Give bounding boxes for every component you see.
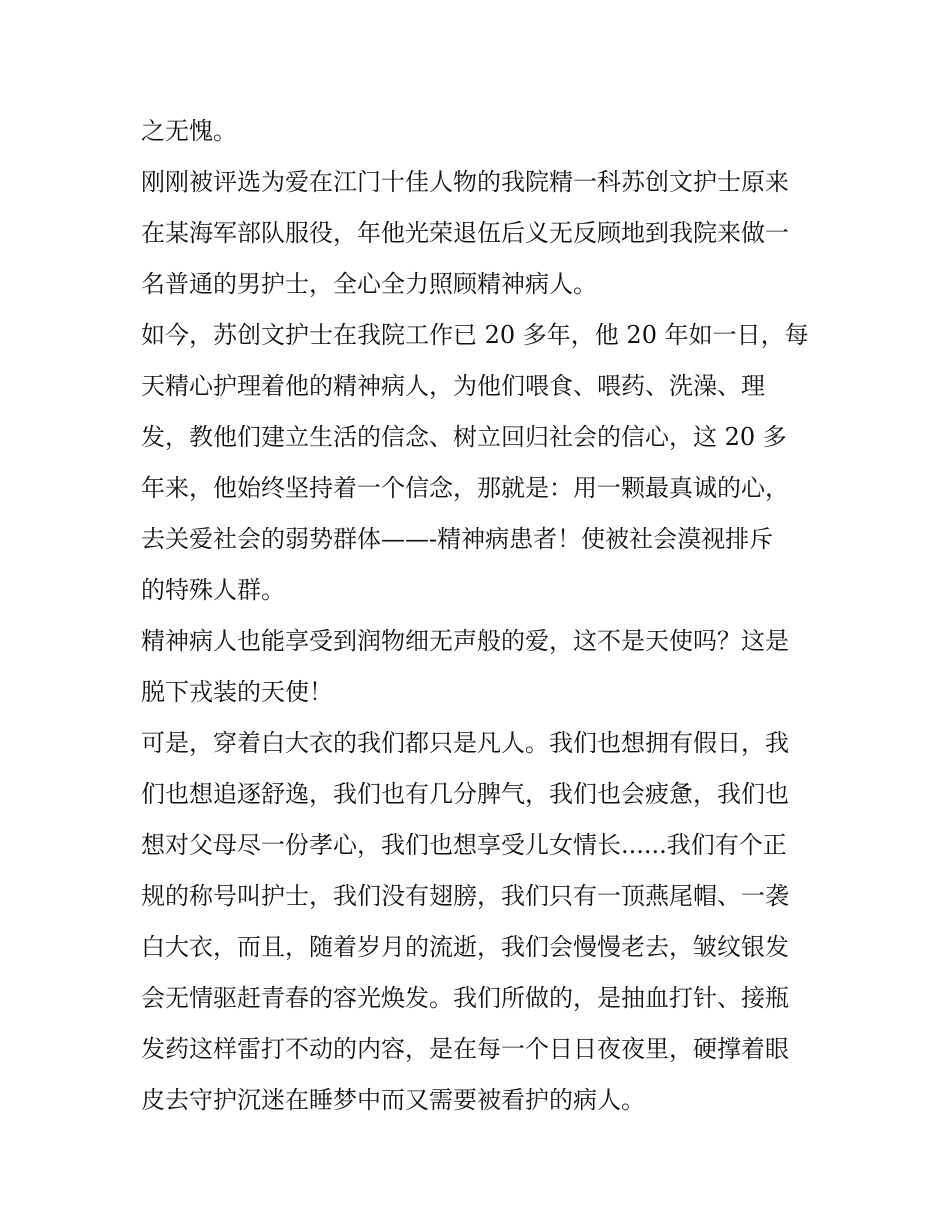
text-line: 天精心护理着他的精神病人，为他们喂食、喂药、洗澡、理 xyxy=(141,372,765,400)
text-line: 可是，穿着白大衣的我们都只是凡人。我们也想拥有假日，我 xyxy=(141,729,789,757)
document-body xyxy=(141,106,821,1126)
text-line: 的特殊人群。 xyxy=(141,576,285,604)
text-line: 精神病人也能享受到润物细无声般的爱，这不是天使吗？这是 xyxy=(141,627,789,655)
text-line: 如今，苏创文护士在我院工作已 20 多年，他 20 年如一日，每 xyxy=(141,321,809,349)
text-line: 脱下戎装的天使！ xyxy=(141,678,333,706)
text-line: 规的称号叫护士，我们没有翅膀，我们只有一顶燕尾帽、一袭 xyxy=(141,882,789,910)
text-line: 年来，他始终坚持着一个信念，那就是：用一颗最真诚的心， xyxy=(141,474,789,502)
text-line: 发，教他们建立生活的信念、树立回归社会的信心，这 20 多 xyxy=(141,423,787,451)
text-line: 想对父母尽一份孝心，我们也想享受儿女情长......我们有个正 xyxy=(141,831,787,859)
text-line: 去关爱社会的弱势群体——-精神病患者！使被社会漠视排斥 xyxy=(141,525,774,553)
text-line: 发药这样雷打不动的内容，是在每一个日日夜夜里，硬撑着眼 xyxy=(141,1035,789,1063)
text-line: 之无愧。 xyxy=(141,117,237,145)
text-line: 名普通的男护士，全心全力照顾精神病人。 xyxy=(141,270,597,298)
text-line: 在某海军部队服役，年他光荣退伍后义无反顾地到我院来做一 xyxy=(141,219,789,247)
text-line: 们也想追逐舒逸，我们也有几分脾气，我们也会疲惫，我们也 xyxy=(141,780,789,808)
text-line: 会无情驱赶青春的容光焕发。我们所做的，是抽血打针、接瓶 xyxy=(141,984,789,1012)
text-line: 皮去守护沉迷在睡梦中而又需要被看护的病人。 xyxy=(141,1086,645,1114)
text-line: 刚刚被评选为爱在江门十佳人物的我院精一科苏创文护士原来 xyxy=(141,168,789,196)
text-line: 白大衣，而且，随着岁月的流逝，我们会慢慢老去，皱纹银发 xyxy=(141,933,789,961)
